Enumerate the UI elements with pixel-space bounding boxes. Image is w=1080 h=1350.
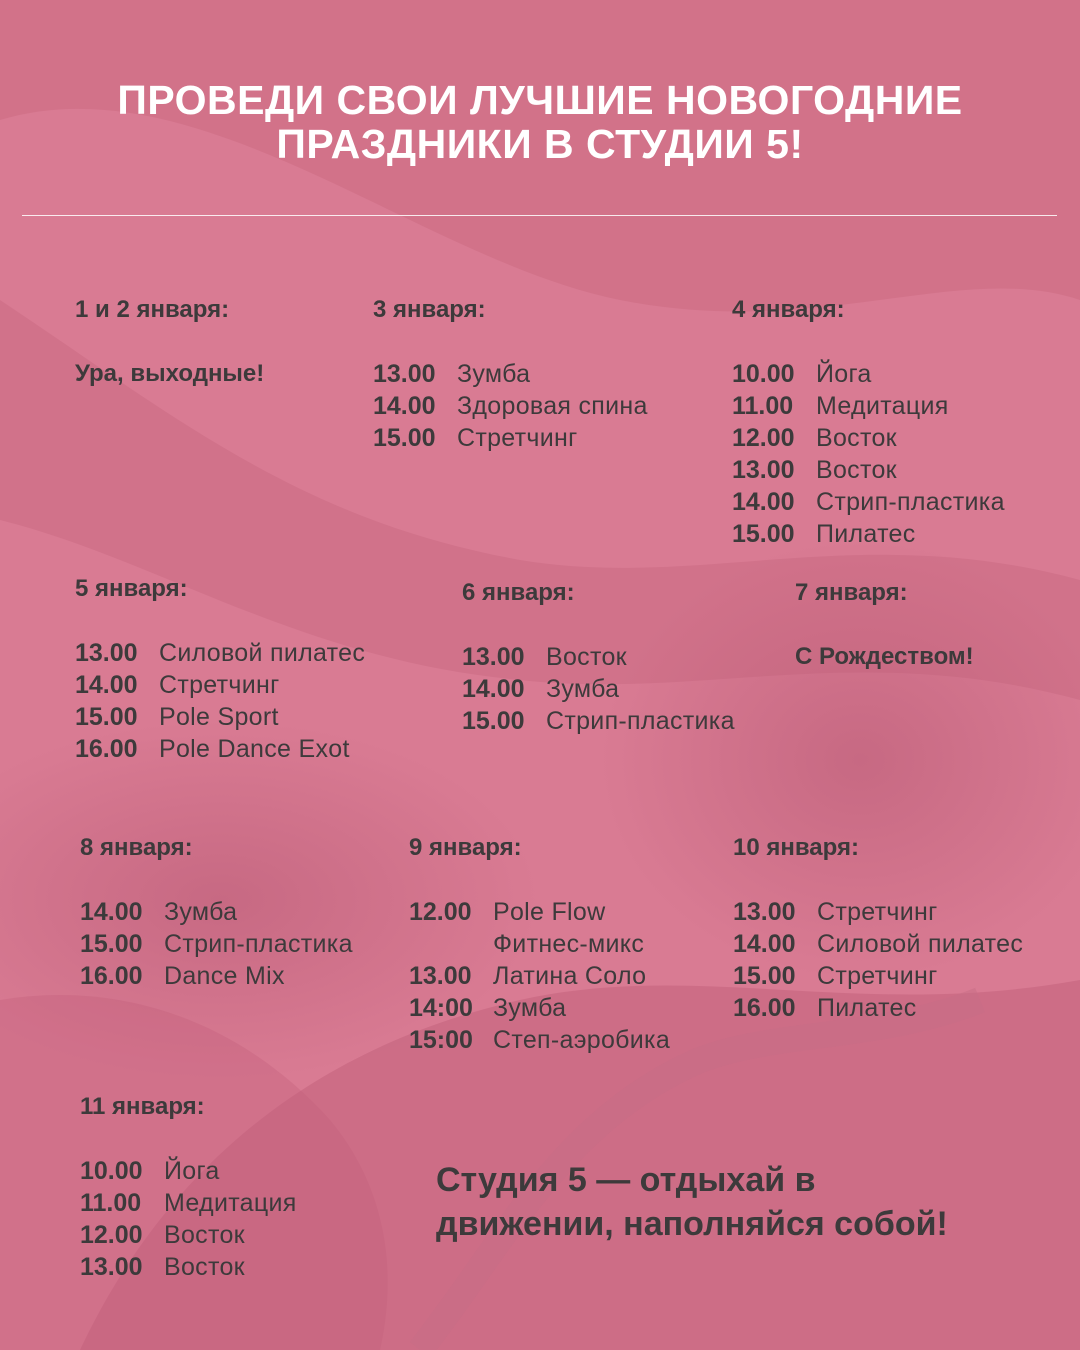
- class-time: 16.00: [733, 994, 796, 1022]
- class-row: [732, 454, 1005, 486]
- class-name: Стрип-пластика: [816, 488, 1005, 516]
- class-time: 15:00: [409, 1026, 473, 1054]
- class-name: Силовой пилатес: [159, 639, 366, 667]
- class-name: Зумба: [493, 994, 567, 1022]
- class-name: Восток: [816, 424, 897, 452]
- class-row: [409, 992, 670, 1024]
- class-row: [732, 486, 1005, 518]
- class-time: 13.00: [409, 962, 472, 990]
- class-row: [80, 1251, 297, 1283]
- class-list: [373, 358, 648, 454]
- class-name: Восток: [546, 643, 627, 671]
- class-row: [462, 641, 735, 673]
- class-row: [732, 390, 1005, 422]
- day-block-jan-8: [80, 832, 353, 992]
- day-block-jan-5: [75, 573, 365, 765]
- day-block-jan-6: [462, 577, 735, 737]
- day-block-jan-4: [732, 294, 1005, 550]
- class-name: Йога: [816, 360, 872, 388]
- class-name: Pole Flow: [493, 898, 606, 926]
- class-time: 13.00: [80, 1253, 143, 1281]
- class-list: [733, 896, 1023, 1024]
- class-row: [732, 358, 1005, 390]
- class-row: [462, 673, 735, 705]
- class-time: 12.00: [409, 898, 472, 926]
- class-name: Латина Соло: [493, 962, 647, 990]
- class-time: 14.00: [462, 675, 525, 703]
- class-name: Степ-аэробика: [493, 1026, 671, 1054]
- class-name: Pole Dance Exot: [159, 735, 350, 763]
- class-row: [75, 733, 365, 765]
- day-label: 8 января:: [80, 834, 193, 861]
- class-time: 15.00: [373, 424, 436, 452]
- class-time: 14.00: [80, 898, 143, 926]
- day-label: 7 января:: [795, 579, 908, 606]
- class-name: Стретчинг: [457, 424, 578, 452]
- day-block-jan-3: [373, 294, 648, 454]
- class-name: Стретчинг: [159, 671, 280, 699]
- title-line-1: ПРОВЕДИ СВОИ ЛУЧШИЕ НОВОГОДНИЕ: [117, 77, 963, 123]
- class-time: 14.00: [75, 671, 138, 699]
- class-time: 14.00: [733, 930, 796, 958]
- class-row: [733, 928, 1023, 960]
- class-row: [75, 669, 365, 701]
- day-label: 6 января:: [462, 579, 575, 606]
- class-name: Силовой пилатес: [817, 930, 1024, 958]
- class-list: [732, 358, 1005, 550]
- class-time: [409, 928, 493, 960]
- day-label: 4 января:: [732, 296, 845, 323]
- class-time: 10.00: [80, 1157, 143, 1185]
- class-row: [409, 960, 670, 992]
- class-time: 12.00: [732, 424, 795, 452]
- class-time: 15.00: [732, 520, 795, 548]
- class-row: [75, 701, 365, 733]
- class-name: Восток: [164, 1253, 245, 1281]
- class-time: 15.00: [80, 930, 143, 958]
- class-row: [732, 518, 1005, 550]
- class-row: [732, 422, 1005, 454]
- class-time: 13.00: [732, 456, 795, 484]
- class-list: [80, 1155, 297, 1283]
- class-name: Стретчинг: [817, 898, 938, 926]
- class-name: Медитация: [164, 1189, 297, 1217]
- class-time: 12.00: [80, 1221, 143, 1249]
- class-row: [733, 992, 1023, 1024]
- class-list: [409, 896, 670, 1056]
- title-line-2: ПРАЗДНИКИ В СТУДИИ 5!: [276, 121, 804, 167]
- class-row: [80, 1219, 297, 1251]
- class-name: Pole Sport: [159, 703, 279, 731]
- class-row: [462, 705, 735, 737]
- class-list: [75, 637, 365, 765]
- class-name: Пилатес: [817, 994, 917, 1022]
- slogan-line-1: Студия 5 — отдыхай в: [436, 1161, 816, 1199]
- day-label: 11 января:: [80, 1093, 205, 1120]
- day-label: 1 и 2 января:: [75, 296, 230, 323]
- class-time: 13.00: [462, 643, 525, 671]
- day-label: 10 января:: [733, 834, 859, 861]
- day-block-jan-11: [80, 1091, 297, 1283]
- slogan-line-2: движении, наполняйся собой!: [436, 1205, 948, 1243]
- class-name: Здоровая спина: [457, 392, 648, 420]
- class-time: 13.00: [75, 639, 138, 667]
- class-name: Йога: [164, 1157, 220, 1185]
- class-name: Медитация: [816, 392, 949, 420]
- class-time: 15.00: [462, 707, 525, 735]
- class-row: [373, 422, 648, 454]
- class-row: [373, 390, 648, 422]
- class-name: Зумба: [546, 675, 620, 703]
- day-label: 3 января:: [373, 296, 486, 323]
- class-row: [733, 960, 1023, 992]
- class-time: 13.00: [373, 360, 436, 388]
- class-time: 15.00: [75, 703, 138, 731]
- class-time: 15.00: [733, 962, 796, 990]
- class-row: [409, 1024, 670, 1056]
- class-time: 11.00: [732, 392, 794, 420]
- class-time: 10.00: [732, 360, 795, 388]
- class-name: Стрип-пластика: [164, 930, 353, 958]
- class-name: Стрип-пластика: [546, 707, 735, 735]
- page-title: [0, 78, 1080, 166]
- day-note: С Рождеством!: [795, 643, 974, 670]
- day-block-jan-1-2: [75, 294, 264, 390]
- class-row: [80, 928, 353, 960]
- day-note: Ура, выходные!: [75, 360, 265, 387]
- class-name: Восток: [816, 456, 897, 484]
- class-time: 14:00: [409, 994, 473, 1022]
- class-list: [462, 641, 735, 737]
- class-time: 11.00: [80, 1189, 142, 1217]
- class-name: Фитнес-микс: [493, 930, 645, 958]
- class-row: [80, 896, 353, 928]
- day-label: 9 января:: [409, 834, 522, 861]
- day-block-jan-10: [733, 832, 1023, 1024]
- class-name: Зумба: [164, 898, 238, 926]
- class-time: 14.00: [732, 488, 795, 516]
- class-row: [373, 358, 648, 390]
- day-label: 5 января:: [75, 575, 188, 602]
- class-row: [75, 637, 365, 669]
- class-time: 16.00: [80, 962, 143, 990]
- class-time: 13.00: [733, 898, 796, 926]
- class-name: Пилатес: [816, 520, 916, 548]
- day-block-jan-9: [409, 832, 670, 1056]
- class-name: Зумба: [457, 360, 531, 388]
- class-time: 14.00: [373, 392, 436, 420]
- class-name: Стретчинг: [817, 962, 938, 990]
- class-row: [80, 960, 353, 992]
- title-divider: [22, 215, 1057, 216]
- class-time: 16.00: [75, 735, 138, 763]
- day-block-jan-7: [795, 577, 974, 673]
- class-row: [733, 896, 1023, 928]
- class-name: Dance Mix: [164, 962, 285, 990]
- slogan: [436, 1158, 1056, 1246]
- class-row: [80, 1187, 297, 1219]
- class-list: [80, 896, 353, 992]
- class-row: [80, 1155, 297, 1187]
- class-row: [409, 896, 670, 928]
- class-row: [409, 928, 670, 960]
- class-name: Восток: [164, 1221, 245, 1249]
